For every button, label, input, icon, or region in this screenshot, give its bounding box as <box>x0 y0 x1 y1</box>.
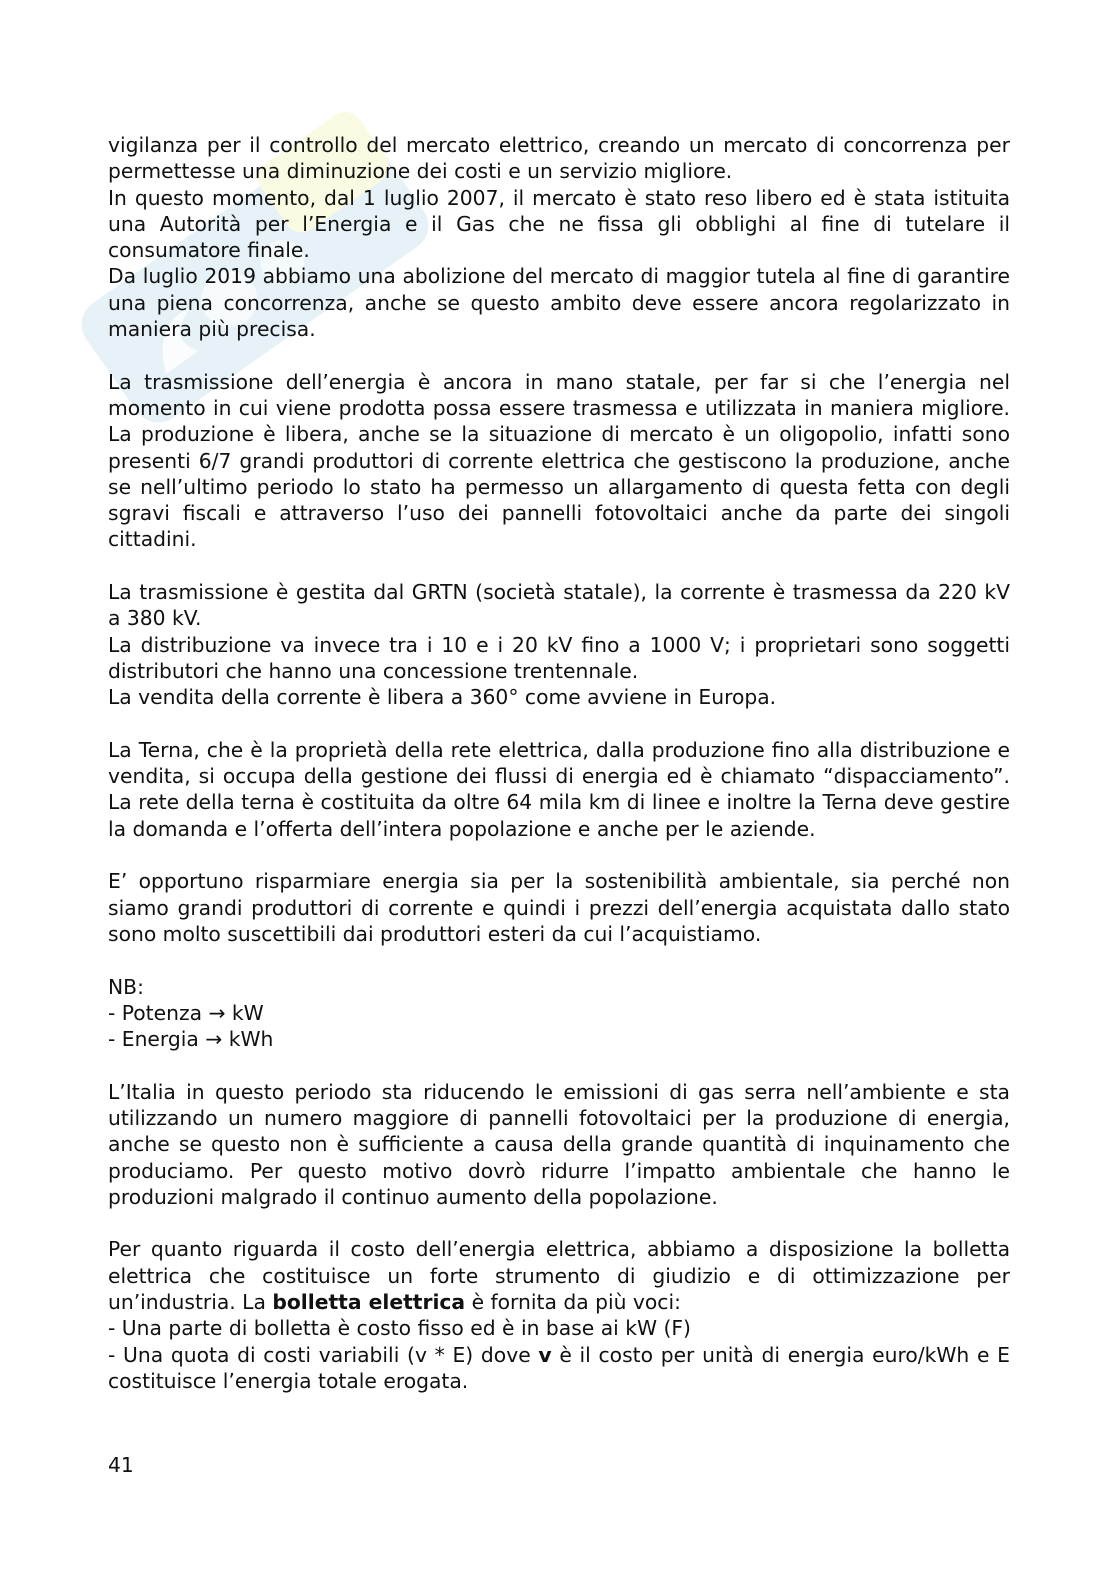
nb-title: NB: <box>108 974 144 999</box>
bill-item-variable <box>108 1342 1010 1395</box>
paragraph-market-2007: In questo momento, dal 1 luglio 2007, il mercato è stato reso libero ed è stata istituita una Autorità per l’Energia e il Gas che ne fissa gli obblighi al fine di tutelare il consumatore finale. <box>108 185 1010 263</box>
page-number: 41 <box>108 1453 134 1477</box>
bill-intro-text: Per quanto riguarda il costo dell’energia elettrica, abbiamo a disposizione la bolletta elettrica che costituisce un forte strumento di giudizio e di ottimizzazione per un’industria. La <box>108 1237 1010 1315</box>
paragraph-grtn: La trasmissione è gestita dal GRTN (società statale), la corrente è trasmessa da 220 kV a 380 kV. <box>108 580 1010 631</box>
paragraph-distribution: La distribuzione va invece tra i 10 e i 20 kV fino a 1000 V; i proprietari sono soggetti distributori che hanno una concessione trentennale. <box>108 632 1010 683</box>
bill-intro-end: è fornita da più voci: <box>465 1290 681 1315</box>
paragraph-transmission-state: La trasmissione dell’energia è ancora in mano statale, per far si che l’energia nel momento in cui viene prodotta possa essere trasmessa e utilizzata in maniera migliore. La produzione è libera, anche se la situazione di mercato è un oligopolio, infatti sono presenti 6/7 grandi produttori di corrente elettrica che gestiscono la produzione, anche se nell’ultimo periodo lo stato ha permesso un allargamento di questa fetta con degli sgravi fiscali e attraverso l’uso dei pannelli fotovoltaici anche da parte dei singoli cittadini. <box>108 369 1010 552</box>
paragraph-italy-emissions: L’Italia in questo periodo sta riducendo le emissioni di gas serra nell’ambiente e sta utilizzando un numero maggiore di pannelli fotovoltaici per la produzione di energia, anche se questo non è sufficiente a causa della grande quantità di inquinamento che produciamo. Per questo motivo dovrò ridurre l’impatto ambientale che hanno le produzioni malgrado il continuo aumento della popolazione. <box>108 1079 1010 1209</box>
bill-item-fixed: - Una parte di bolletta è costo fisso ed è in base ai kW (F) <box>108 1316 691 1341</box>
paragraph-market-vigilance: vigilanza per il controllo del mercato elettrico, creando un mercato di concorrenza per permettesse una diminuzione dei costi e un servizio migliore. <box>108 133 1010 184</box>
paragraph-sale: La vendita della corrente è libera a 360° come avviene in Europa. <box>108 685 777 710</box>
nb-energy: - Energia → kWh <box>108 1027 274 1052</box>
bill-bold-term: bolletta elettrica <box>272 1290 466 1315</box>
paragraph-terna: La Terna, che è la proprietà della rete elettrica, dalla produzione fino alla distribuzione e vendita, si occupa della gestione dei flussi di energia ed è chiamato “dispacciamento”. La rete della terna è costituita da oltre 64 mila km di linee e inoltre la Terna deve gestire la domanda e l’offerta dell’intera popolazione e anche per le aziende. <box>108 737 1010 841</box>
paragraph-energy-saving: E’ opportuno risparmiare energia sia per la sostenibilità ambientale, sia perché non siamo grandi produttori di corrente e quindi i prezzi dell’energia acquistata dallo stato sono molto suscettibili dai produttori esteri da cui l’acquistiamo. <box>108 869 1010 946</box>
page-body <box>108 132 1010 1394</box>
nb-power: - Potenza → kW <box>108 1000 264 1025</box>
variable-v-symbol: v <box>538 1342 552 1367</box>
paragraph-market-2019: Da luglio 2019 abbiamo una abolizione del mercato di maggior tutela al fine di garantire una piena concorrenza, anche se questo ambito deve essere ancora regolarizzato in maniera più precisa. <box>108 264 1010 342</box>
paragraph-electric-bill <box>108 1236 1010 1315</box>
variable-text-end: è il costo per unità di energia euro/kWh e E costituisce l’energia totale erogata. <box>108 1342 1010 1393</box>
variable-text-start: - Una quota di costi variabili (v * E) dove <box>108 1342 539 1367</box>
